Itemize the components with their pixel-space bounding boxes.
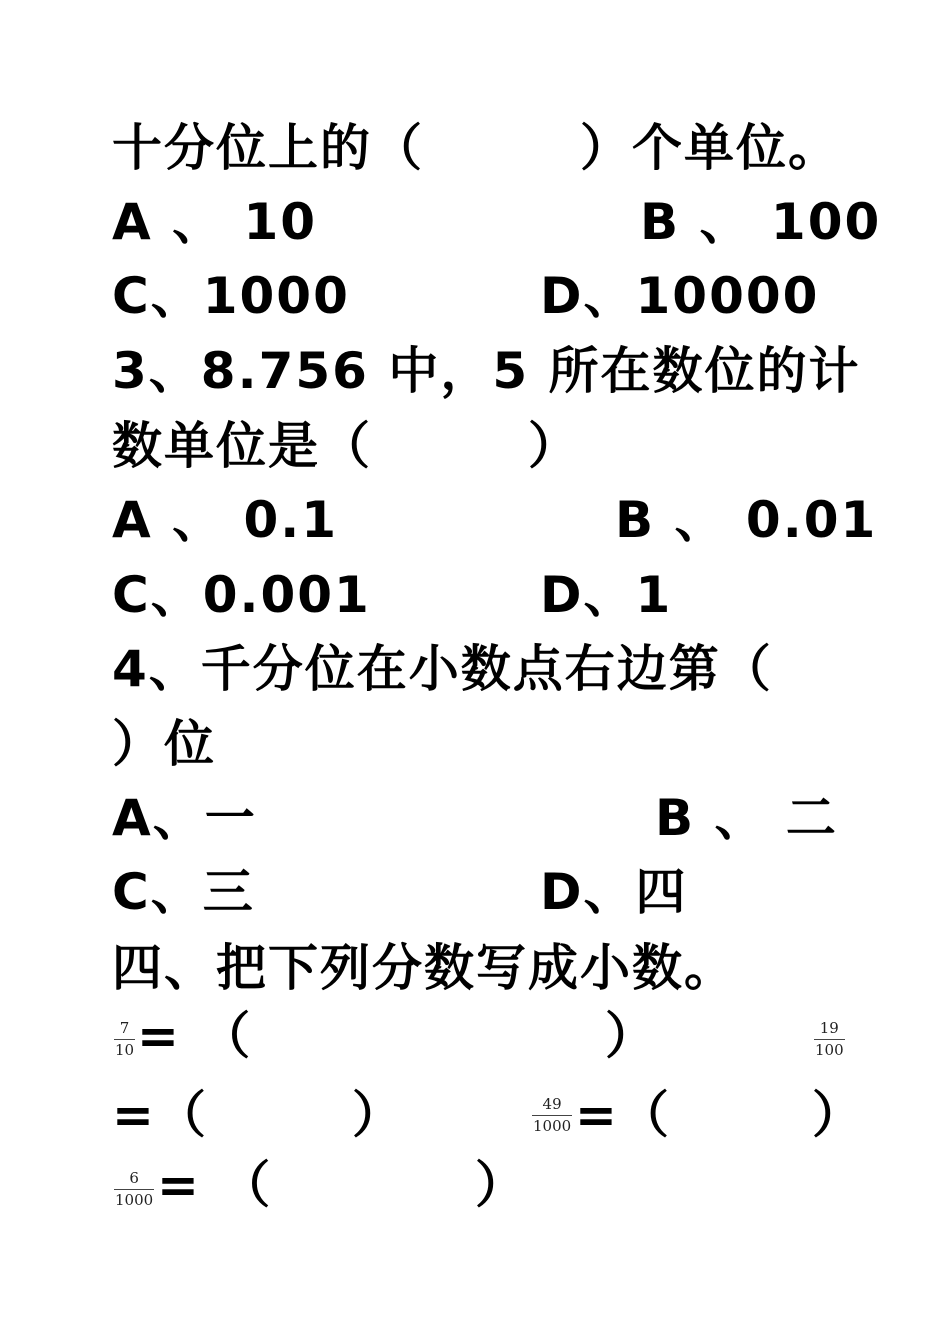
q2-option-d: D、10000 — [540, 267, 820, 325]
q3-option-c: C、0.001 — [112, 566, 371, 624]
fraction-19-100 — [814, 1020, 845, 1059]
q2-option-c: C、1000 — [112, 267, 350, 325]
fraction-6-1000 — [114, 1170, 154, 1209]
fraction-numerator: 49 — [542, 1095, 562, 1113]
q3-option-d: D、1 — [540, 566, 673, 624]
fraction-denominator: 1000 — [115, 1191, 154, 1209]
fraction-denominator: 1000 — [533, 1117, 572, 1135]
fraction-49-1000 — [532, 1096, 572, 1135]
answer-eq-4: = （ — [157, 1156, 273, 1214]
q3-text-line1: 3、8.756 中，5 所在数位的计 — [112, 342, 861, 400]
q2-tail-text: 十分位上的（ ）个单位。 — [112, 119, 840, 177]
answer-eq-2: =（ — [112, 1086, 208, 1144]
q4-text-line1: 4、千分位在小数点右边第（ — [112, 640, 773, 698]
q4-option-b: B 、 二 — [655, 789, 838, 847]
fraction-denominator: 10 — [115, 1041, 135, 1059]
q3-option-b: B 、 0.01 — [615, 491, 878, 549]
q4-option-a: A、一 — [112, 789, 257, 847]
q4-option-c: C、三 — [112, 863, 255, 921]
q2-option-b: B 、 100 — [640, 193, 882, 251]
answer-close-1: ） — [605, 1007, 657, 1065]
answer-close-3: ） — [812, 1086, 864, 1144]
answer-eq-3: =（ — [575, 1086, 671, 1144]
fraction-numerator: 7 — [119, 1019, 130, 1037]
q3-text-line2: 数单位是（ ） — [112, 417, 580, 475]
fraction-numerator: 19 — [819, 1019, 839, 1037]
answer-close-2: ） — [352, 1086, 404, 1144]
fraction-denominator: 100 — [815, 1041, 844, 1059]
q4-option-d: D、四 — [540, 863, 688, 921]
answer-close-4: ） — [475, 1156, 527, 1214]
q3-option-a: A 、 0.1 — [112, 491, 339, 549]
q2-option-a: A 、 10 — [112, 193, 318, 251]
section4-title: 四、把下列分数写成小数。 — [112, 939, 736, 997]
fraction-7-10 — [114, 1020, 135, 1059]
fraction-numerator: 6 — [129, 1169, 139, 1187]
answer-eq-1: = （ — [137, 1007, 253, 1065]
q4-text-line2: ）位 — [112, 715, 216, 773]
